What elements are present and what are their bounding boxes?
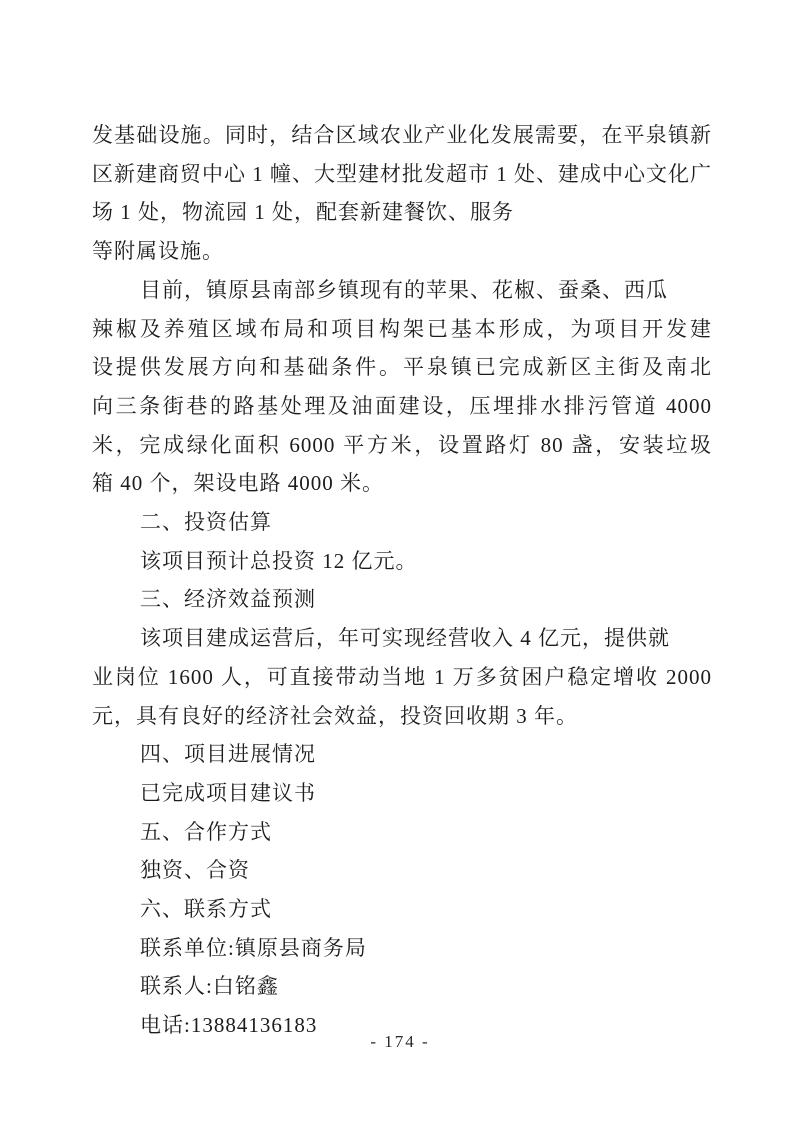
text-line: 该项目预计总投资 12 亿元。 — [140, 548, 418, 573]
contact-unit-line: 联系单位:镇原县商务局 — [140, 935, 367, 960]
text-line: 辣椒及养殖区域布局和项目构架已基本形成，为项目开发建 — [92, 316, 712, 341]
text-line: 已完成项目建议书 — [140, 780, 316, 805]
section-heading: 四、项目进展情况 — [140, 742, 316, 767]
text-line: 目前，镇原县南部乡镇现有的苹果、花椒、蚕桑、西瓜 — [140, 277, 668, 302]
contact-person-line: 联系人:白铭鑫 — [140, 974, 279, 999]
text-line: 区新建商贸中心 1 幢、大型建材批发超市 1 处、建成中心文化广 — [92, 161, 712, 186]
text-line: 设提供发展方向和基础条件。平泉镇已完成新区主街及南北 — [92, 355, 712, 380]
text-line: 场 1 处，物流园 1 处，配套新建餐饮、服务 — [92, 200, 514, 225]
page-number: - 174 - — [370, 1032, 430, 1051]
document-body — [92, 116, 712, 1045]
text-line: 独资、合资 — [140, 858, 250, 883]
section-heading: 二、投资估算 — [140, 510, 272, 535]
text-line: 米，完成绿化面积 6000 平方米，设置路灯 80 盏，安装垃圾 — [92, 432, 712, 457]
text-line: 该项目建成运营后，年可实现经营收入 4 亿元，提供就 — [140, 626, 670, 651]
text-line: 业岗位 1600 人，可直接带动当地 1 万多贫困户稳定增收 2000 — [92, 664, 712, 689]
text-line: 元，具有良好的经济社会效益，投资回收期 3 年。 — [92, 703, 578, 728]
section-heading: 六、联系方式 — [140, 897, 272, 922]
section-heading: 五、合作方式 — [140, 819, 272, 844]
section-heading: 三、经济效益预测 — [140, 587, 316, 612]
text-line: 箱 40 个，架设电路 4000 米。 — [92, 471, 384, 496]
contact-phone-line: 电话:13884136183 — [140, 1013, 318, 1038]
text-line: 发基础设施。同时，结合区域农业产业化发展需要，在平泉镇新 — [92, 123, 712, 147]
text-line: 向三条街巷的路基处理及油面建设，压埋排水排污管道 4000 — [92, 393, 712, 418]
text-line: 等附属设施。 — [92, 239, 224, 264]
